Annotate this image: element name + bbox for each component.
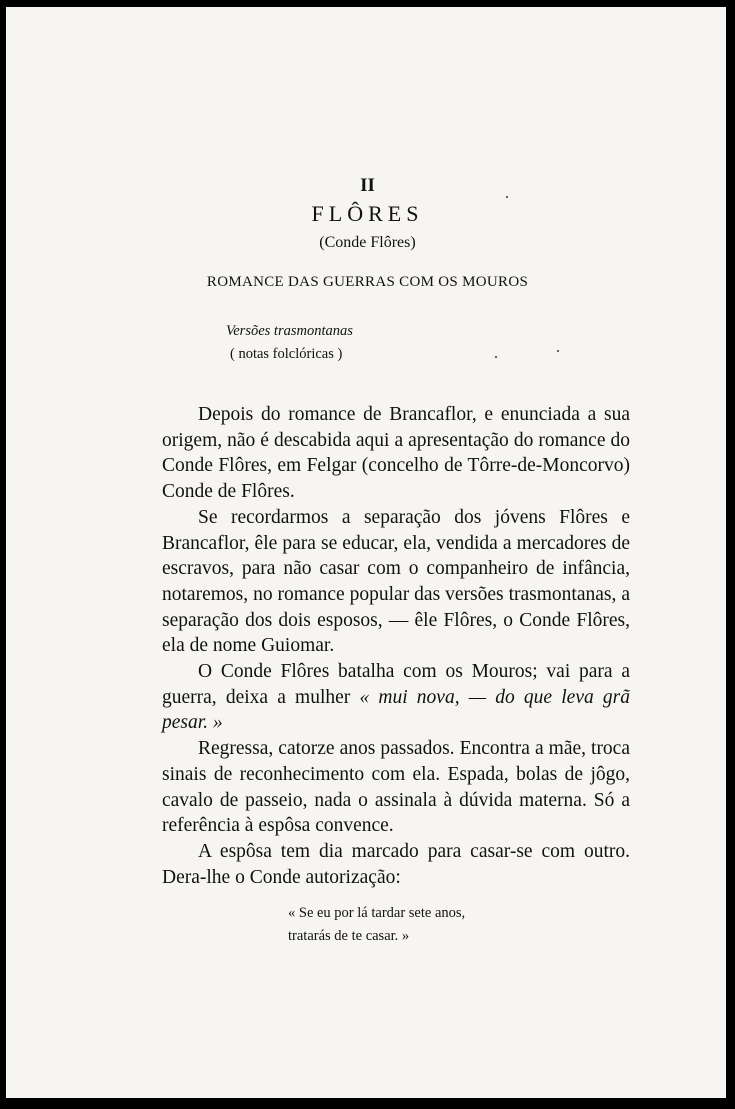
chapter-title: FLÔRES [311, 201, 424, 226]
speck [495, 356, 497, 358]
verse-quote [288, 902, 465, 948]
paragraph: Se recordarmos a separação dos jóvens Flôres e Brancaflor, êle para se educar, ela, vendida a mercadores de escravos, para não casar com o companheiro de infância, notaremos, no romance popular das versões trasmontanas, a separação dos dois esposos, — êle Flôres, o Conde Flôres, ela de nome Guiomar. [162, 506, 630, 657]
body-text [162, 402, 630, 890]
note-folklore: ( notas folclóricas ) [230, 346, 343, 362]
section-heading: ROMANCE DAS GUERRAS COM OS MOUROS [206, 274, 529, 290]
verse-line: « Se eu por lá tardar sete anos, [288, 905, 466, 921]
paragraph: O Conde Flôres batalha com os Mouros; vai para a guerra, deixa a mulher « mui nova, — do que leva grã pesar. » [162, 661, 630, 734]
verse-line: tratarás de te casar. » [288, 928, 410, 944]
speck [506, 196, 508, 198]
speck [557, 350, 559, 352]
chapter-subtitle: (Conde Flôres) [319, 234, 416, 251]
chapter-numeral: II [360, 175, 375, 196]
bleed-through-text [300, 72, 303, 88]
note-versions: Versões trasmontanas [226, 323, 353, 339]
quotation: « mui nova, — do que leva grã pesar. » [162, 686, 630, 734]
paragraph: Depois do romance de Brancaflor, e enunciada a sua origem, não é descabida aqui a apresentação do romance do Conde Flôres, em Felgar (concelho de Tôrre-de-Moncorvo) Conde de Flôres. [162, 404, 630, 503]
paragraph: Regressa, catorze anos passados. Encontra a mãe, troca sinais de reconhecimento com ela. Espada, bolas de jôgo, cavalo de passeio, nada o assinala à dúvida materna. Só a referência à espôsa convence. [162, 738, 630, 837]
paragraph: A espôsa tem dia marcado para casar-se com outro. Dera-lhe o Conde autorização: [162, 840, 630, 888]
